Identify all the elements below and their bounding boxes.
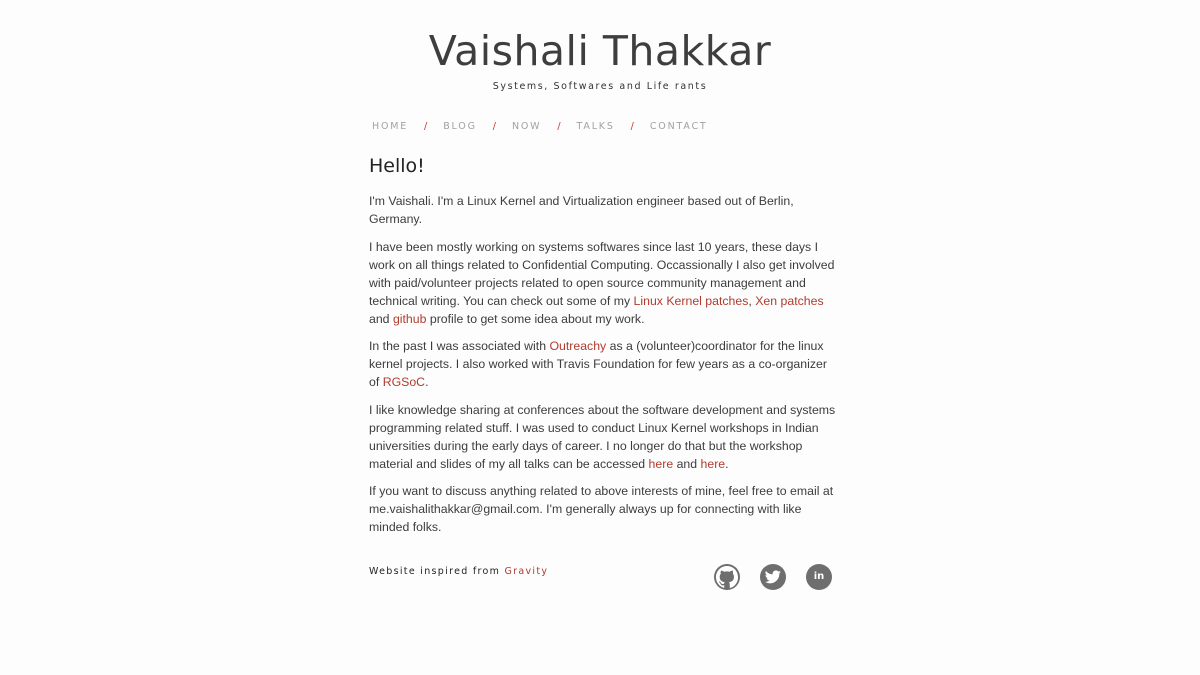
footer-credit [369,565,548,579]
nav-item-contact[interactable]: CONTACT [649,120,708,132]
work-text: I have been mostly working on systems softwares since last 10 years, these days I work on all things related to Confidential Computing. Occassionally I also get involved with paid/volunteer projects related to open source community management and technical writing. You can check out some of my [369,239,835,308]
rgsoc-link[interactable]: RGSoC [382,375,426,389]
nav-separator: / [630,120,634,132]
outreachy-link[interactable]: Outreachy [549,339,607,353]
nav-separator: / [557,120,561,132]
github-link[interactable]: github [392,311,427,326]
main-nav [372,118,708,134]
nav-item-home[interactable]: HOME [372,120,409,132]
github-icon [714,564,740,590]
and-text: and [673,456,701,471]
and-text: and [369,311,393,326]
linkedin-icon: in [813,571,825,582]
contact-paragraph: If you want to discuss anything related to above interests of mine, feel free to email at me.vaishalithakkar@gmail.com. I'm generally always up for connecting with like minded folks. [369,484,834,534]
intro-paragraph: I'm Vaishali. I'm a Linux Kernel and Virtualization engineer based out of Berlin, Germany. [369,194,794,226]
linux-kernel-patches-link[interactable]: Linux Kernel patches [633,293,749,308]
nav-item-talks[interactable]: TALKS [576,120,615,132]
page-heading: Hello! [369,155,425,177]
past-text-mid: as a (volunteer)coordinator for the linux kernel projects. I also worked with Travis Foundation for few years as a co-organizer of [369,339,827,389]
talks-text: I like knowledge sharing at conferences about the software development and systems programming related stuff. I was used to conduct Linux Kernel workshops in Indian universities during the early days of career. I no longer do that but the workshop material and slides of my all talks can be accessed [369,402,836,471]
past-paragraph [369,337,839,391]
past-text: In the past I was associated with [369,339,550,353]
gravity-link[interactable]: Gravity [504,566,549,577]
site-title[interactable]: Vaishali Thakkar [428,27,772,75]
nav-separator: / [492,120,496,132]
comma-text: , [748,293,756,308]
credit-text: Website inspired from [369,566,505,577]
github-social-button[interactable] [714,564,740,590]
past-text-end: . [425,375,429,389]
nav-item-blog[interactable]: BLOG [443,120,477,132]
site-tagline: Systems, Softwares and Life rants [492,81,708,92]
work-paragraph [369,238,839,328]
talks-text-end: . [725,456,729,471]
here-link-1[interactable]: here [648,456,674,471]
nav-separator: / [424,120,428,132]
xen-patches-link[interactable]: Xen patches [755,293,824,308]
here-link-2[interactable]: here [700,456,726,471]
twitter-icon [765,570,781,584]
talks-paragraph [369,401,839,473]
linkedin-social-button[interactable] [806,564,832,590]
work-text-end: profile to get some idea about my work. [426,311,645,326]
twitter-social-button[interactable] [760,564,786,590]
nav-item-now[interactable]: NOW [511,120,542,132]
main-content [369,152,839,546]
